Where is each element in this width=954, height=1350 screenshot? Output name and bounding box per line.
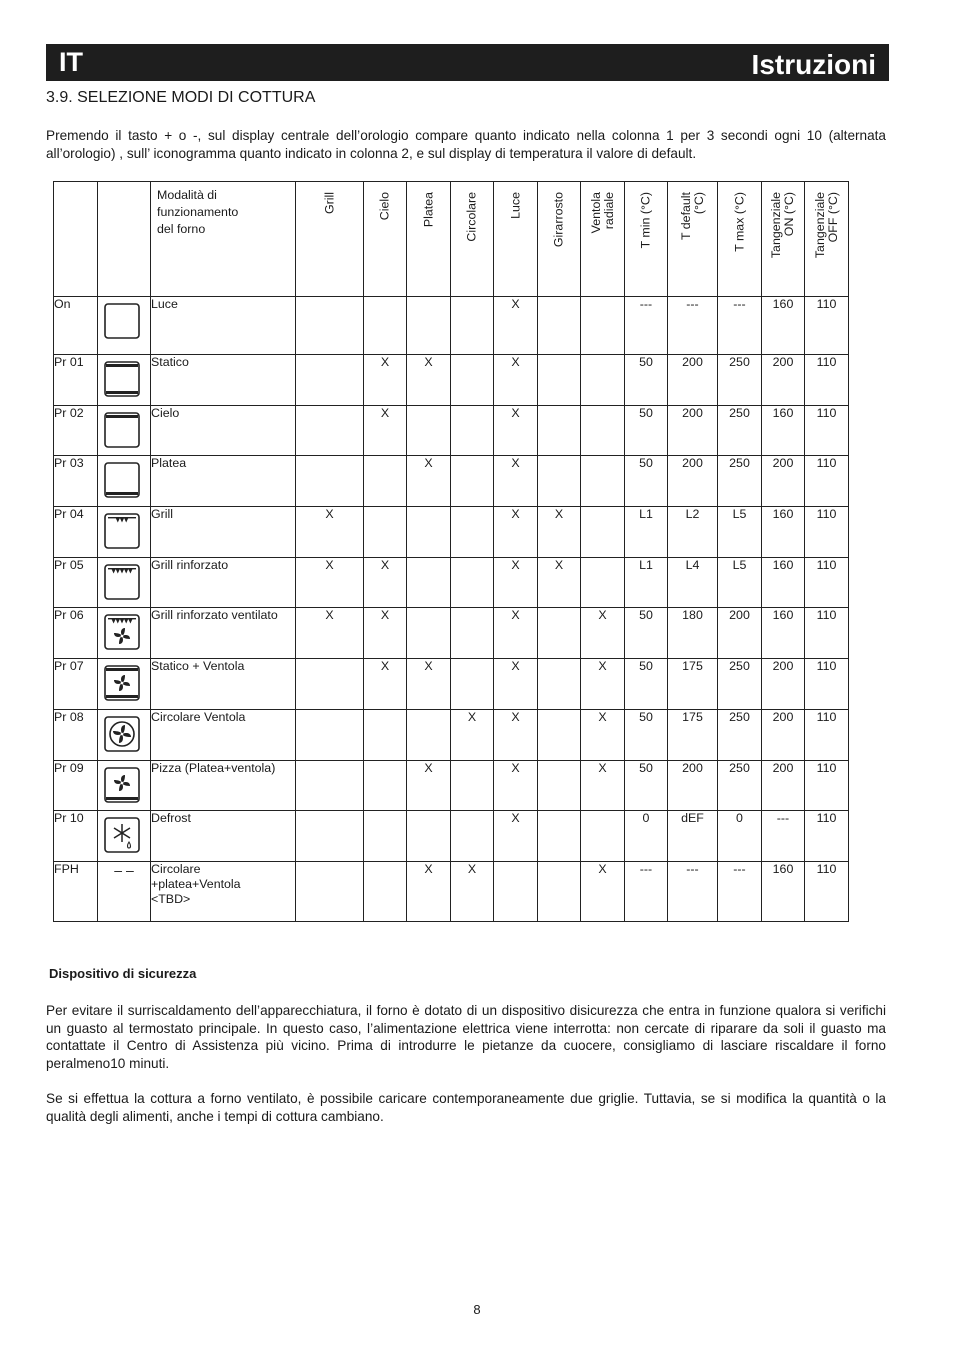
girarrosto-cell [538,862,581,922]
platea-cell: X [407,761,451,811]
page-number: 8 [473,1302,481,1317]
toff-cell: 110 [805,761,849,811]
girarrosto-cell [538,355,581,406]
cielo-cell [364,862,407,922]
girarrosto-cell [538,659,581,710]
mode-name: Grill rinforzato [151,558,296,608]
tmax-cell: 250 [718,355,762,406]
tmin-cell: 50 [625,608,668,659]
mode-code: Pr 08 [54,710,98,761]
table-row [54,406,849,456]
toff-cell: 110 [805,558,849,608]
ventola-cell [581,811,625,862]
mode-name: Grill rinforzato ventilato [151,608,296,659]
girarrosto-cell [538,761,581,811]
girarrosto-header-label: Girarrosto [551,192,566,248]
luce-cell: X [494,761,538,811]
mode-name: Statico + Ventola [151,659,296,710]
platea-cell [407,558,451,608]
mode-name: Cielo [151,406,296,456]
circolare-cell: X [451,862,494,922]
table-row [54,811,849,862]
luce-cell: X [494,811,538,862]
cielo-cell [364,710,407,761]
circolare-cell [451,608,494,659]
oven-grill-fan-icon [98,608,151,659]
tdefault-header-line: (°C) [691,192,706,215]
ventola-cell: X [581,710,625,761]
mode-code: Pr 03 [54,456,98,507]
mode-code: Pr 01 [54,355,98,406]
table-row [54,456,849,507]
table-row [54,710,849,761]
mode-name: Grill [151,507,296,558]
circolare-cell [451,761,494,811]
platea-cell: X [407,456,451,507]
oven-grill-icon [98,507,151,558]
ventola-cell [581,558,625,608]
tdefault-header-label [680,192,706,240]
tmin-cell: 50 [625,355,668,406]
ton-cell: 160 [762,406,805,456]
tmax-cell: 200 [718,608,762,659]
grill-cell [296,297,364,355]
grill-cell: X [296,558,364,608]
oven-circular-fan-icon [98,710,151,761]
ton-cell: 200 [762,761,805,811]
tmin-cell: 50 [625,710,668,761]
tdef-cell: dEF [668,811,718,862]
cielo-cell [364,761,407,811]
mode-code: Pr 05 [54,558,98,608]
tangential-off-header [805,182,849,297]
safety-paragraph: Per evitare il surriscaldamento dell’apparecchiatura, il forno è dotato di un dispositivo disicurezza che entra in funzione qualora si verifichi un guasto al termostato principale. In questo caso, l’alimentazione elettrica viene interrotta: non cercate di riparare da soli il guasto ma contattate il Centro di Assistenza più vicino. Prima di introdurre le pietanze da cuocere, consigliamo di lasciare riscaldare il forno peralmeno10 minuti. [46,1003,886,1071]
tangential-off-header-line: Tangenziale [812,192,827,259]
ton-cell: 200 [762,456,805,507]
tdef-cell: 200 [668,761,718,811]
toff-cell: 110 [805,608,849,659]
platea-cell [407,710,451,761]
ventola-header [581,182,625,297]
tmin-cell: 50 [625,761,668,811]
cielo-cell [364,297,407,355]
tmax-header [718,182,762,297]
ton-cell: 160 [762,862,805,922]
table-row [54,297,849,355]
circolare-cell [451,355,494,406]
toff-cell: 110 [805,811,849,862]
table-row [54,862,849,922]
icon-header [98,182,151,297]
dashes-icon: – – [98,862,151,922]
girarrosto-cell [538,811,581,862]
table-row [54,355,849,406]
circolare-cell [451,659,494,710]
cielo-cell: X [364,558,407,608]
circolare-cell [451,406,494,456]
grill-cell [296,406,364,456]
luce-cell: X [494,558,538,608]
ton-cell: --- [762,811,805,862]
mode-name: Pizza (Platea+ventola) [151,761,296,811]
tdef-cell: 180 [668,608,718,659]
tmax-cell: --- [718,297,762,355]
toff-cell: 110 [805,710,849,761]
ventola-cell [581,406,625,456]
tmin-cell: --- [625,862,668,922]
ventola-cell: X [581,862,625,922]
oven-static-fan-icon [98,659,151,710]
page-title: Istruzioni [751,49,876,80]
mode-code: FPH [54,862,98,922]
circolare-cell: X [451,710,494,761]
mode-name: Statico [151,355,296,406]
tmin-header [625,182,668,297]
ventola-cell [581,297,625,355]
tmax-cell: L5 [718,558,762,608]
girarrosto-cell [538,608,581,659]
ton-cell: 160 [762,608,805,659]
girarrosto-cell [538,456,581,507]
ton-cell: 160 [762,507,805,558]
tdef-cell: --- [668,862,718,922]
tmin-header-label: T min (°C) [638,192,653,249]
grill-cell [296,761,364,811]
tmax-cell: 250 [718,406,762,456]
oven-grill-plus-icon [98,558,151,608]
tmin-cell: 0 [625,811,668,862]
tangential-on-header-line: Tangenziale [769,192,783,259]
code-header [54,182,98,297]
ton-cell: 160 [762,297,805,355]
circolare-cell [451,456,494,507]
ton-cell: 200 [762,710,805,761]
tdefault-header-line: T default [678,192,693,240]
mode-name: Defrost [151,811,296,862]
grill-cell [296,811,364,862]
oven-bottom-heat-icon [98,456,151,507]
ventola-cell: X [581,659,625,710]
luce-cell [494,862,538,922]
platea-cell [407,297,451,355]
mode-name: Circolare +platea+Ventola <TBD> [151,862,296,922]
luce-header [494,182,538,297]
luce-cell: X [494,507,538,558]
platea-cell [407,811,451,862]
toff-cell: 110 [805,297,849,355]
cooking-modes-table [53,181,849,922]
ventola-cell: X [581,761,625,811]
cielo-cell: X [364,659,407,710]
tdef-cell: 200 [668,456,718,507]
tmax-cell: --- [718,862,762,922]
toff-cell: 110 [805,507,849,558]
oven-static-icon [98,355,151,406]
circolare-cell [451,558,494,608]
luce-header-label: Luce [508,192,522,219]
ton-cell: 160 [762,558,805,608]
tmin-cell: 50 [625,456,668,507]
table-row [54,608,849,659]
ventola-cell [581,456,625,507]
table-header-row [54,182,849,297]
girarrosto-cell [538,406,581,456]
mode-header-line: funzionamento [157,205,239,219]
circolare-header [451,182,494,297]
tmin-cell: L1 [625,558,668,608]
mode-code: Pr 07 [54,659,98,710]
mode-name: Luce [151,297,296,355]
girarrosto-cell: X [538,558,581,608]
platea-cell [407,608,451,659]
table-row [54,507,849,558]
platea-cell [407,406,451,456]
oven-light-icon [98,297,151,355]
mode-code: On [54,297,98,355]
mode-header [151,182,296,297]
section-title: 3.9. SELEZIONE MODI DI COTTURA [46,89,316,106]
header-bar [46,44,889,81]
mode-code: Pr 10 [54,811,98,862]
grill-cell [296,659,364,710]
platea-header-label: Platea [421,192,435,228]
toff-cell: 110 [805,456,849,507]
tdefault-header [668,182,718,297]
tmax-header-label: T max (°C) [732,192,746,252]
tdef-cell: 175 [668,710,718,761]
language-code: IT [59,47,83,77]
mode-name: Circolare Ventola [151,710,296,761]
oven-pizza-icon [98,761,151,811]
tmax-cell: 250 [718,456,762,507]
luce-cell: X [494,456,538,507]
cielo-cell: X [364,406,407,456]
tangential-on-header-line: ON (°C) [782,192,796,237]
tmin-cell: 50 [625,406,668,456]
grill-cell [296,710,364,761]
tdef-cell: 200 [668,406,718,456]
platea-cell: X [407,659,451,710]
girarrosto-cell [538,297,581,355]
table-row [54,558,849,608]
ventola-cell [581,507,625,558]
tangential-off-header-line: OFF (°C) [825,192,840,243]
cielo-cell: X [364,608,407,659]
grill-cell [296,355,364,406]
mode-header-line: Modalità di [157,188,217,202]
cielo-cell [364,811,407,862]
tmin-cell: L1 [625,507,668,558]
grill-cell [296,456,364,507]
table-row [54,761,849,811]
luce-cell: X [494,406,538,456]
ventilated-cooking-paragraph: Se si effettua la cottura a forno ventilato, è possibile caricare contemporaneamente due griglie. Tuttavia, se si modifica la quantità o la qualità degli alimenti, anche i tempi di cottura cambiano. [46,1091,886,1124]
ton-cell: 200 [762,355,805,406]
table-row [54,659,849,710]
safety-device-heading: Dispositivo di sicurezza [49,966,197,981]
mode-code: Pr 09 [54,761,98,811]
grill-header-label: Grill [322,192,336,215]
tmax-cell: 250 [718,710,762,761]
tmax-cell: 0 [718,811,762,862]
toff-cell: 110 [805,406,849,456]
tmin-cell: --- [625,297,668,355]
circolare-cell [451,507,494,558]
ton-cell: 200 [762,659,805,710]
luce-cell: X [494,355,538,406]
oven-top-heat-icon [98,406,151,456]
luce-cell: X [494,659,538,710]
girarrosto-header [538,182,581,297]
ventola-header-label [590,192,616,233]
grill-cell: X [296,507,364,558]
grill-header [296,182,364,297]
ventola-cell: X [581,608,625,659]
luce-cell: X [494,608,538,659]
cielo-cell: X [364,355,407,406]
grill-cell [296,862,364,922]
intro-paragraph: Premendo il tasto + o -, sul display centrale dell’orologio compare quanto indicato nella colonna 1 per 3 secondi ogni 10 (alternata all’orologio) , sull’ iconogramma quanto indicato in colonna 2, e sul display di temperatura il valore di default. [46,128,886,161]
tmin-cell: 50 [625,659,668,710]
grill-cell: X [296,608,364,659]
tangential-off-header-label [814,192,840,258]
tdef-cell: L4 [668,558,718,608]
tmax-cell: L5 [718,507,762,558]
ventola-cell [581,355,625,406]
oven-defrost-icon [98,811,151,862]
tdef-cell: 175 [668,659,718,710]
mode-name: Platea [151,456,296,507]
luce-cell: X [494,710,538,761]
toff-cell: 110 [805,862,849,922]
circolare-header-label: Circolare [464,192,479,242]
tmax-cell: 250 [718,659,762,710]
cielo-cell [364,507,407,558]
platea-header [407,182,451,297]
platea-cell [407,507,451,558]
luce-cell: X [494,297,538,355]
girarrosto-cell [538,710,581,761]
platea-cell: X [407,355,451,406]
cielo-header-label: Cielo [377,192,392,221]
cielo-header [364,182,407,297]
tangential-on-header-label [770,192,796,258]
mode-header-line: del forno [157,222,206,236]
ventola-header-line: Ventola [588,192,603,234]
girarrosto-cell: X [538,507,581,558]
tdef-cell: 200 [668,355,718,406]
tmax-cell: 250 [718,761,762,811]
ventola-header-line: radiale [601,192,616,230]
platea-cell: X [407,862,451,922]
cielo-cell [364,456,407,507]
mode-code: Pr 04 [54,507,98,558]
tangential-on-header [762,182,805,297]
circolare-cell [451,811,494,862]
tdef-cell: L2 [668,507,718,558]
mode-code: Pr 02 [54,406,98,456]
toff-cell: 110 [805,355,849,406]
mode-code: Pr 06 [54,608,98,659]
tdef-cell: --- [668,297,718,355]
circolare-cell [451,297,494,355]
toff-cell: 110 [805,659,849,710]
